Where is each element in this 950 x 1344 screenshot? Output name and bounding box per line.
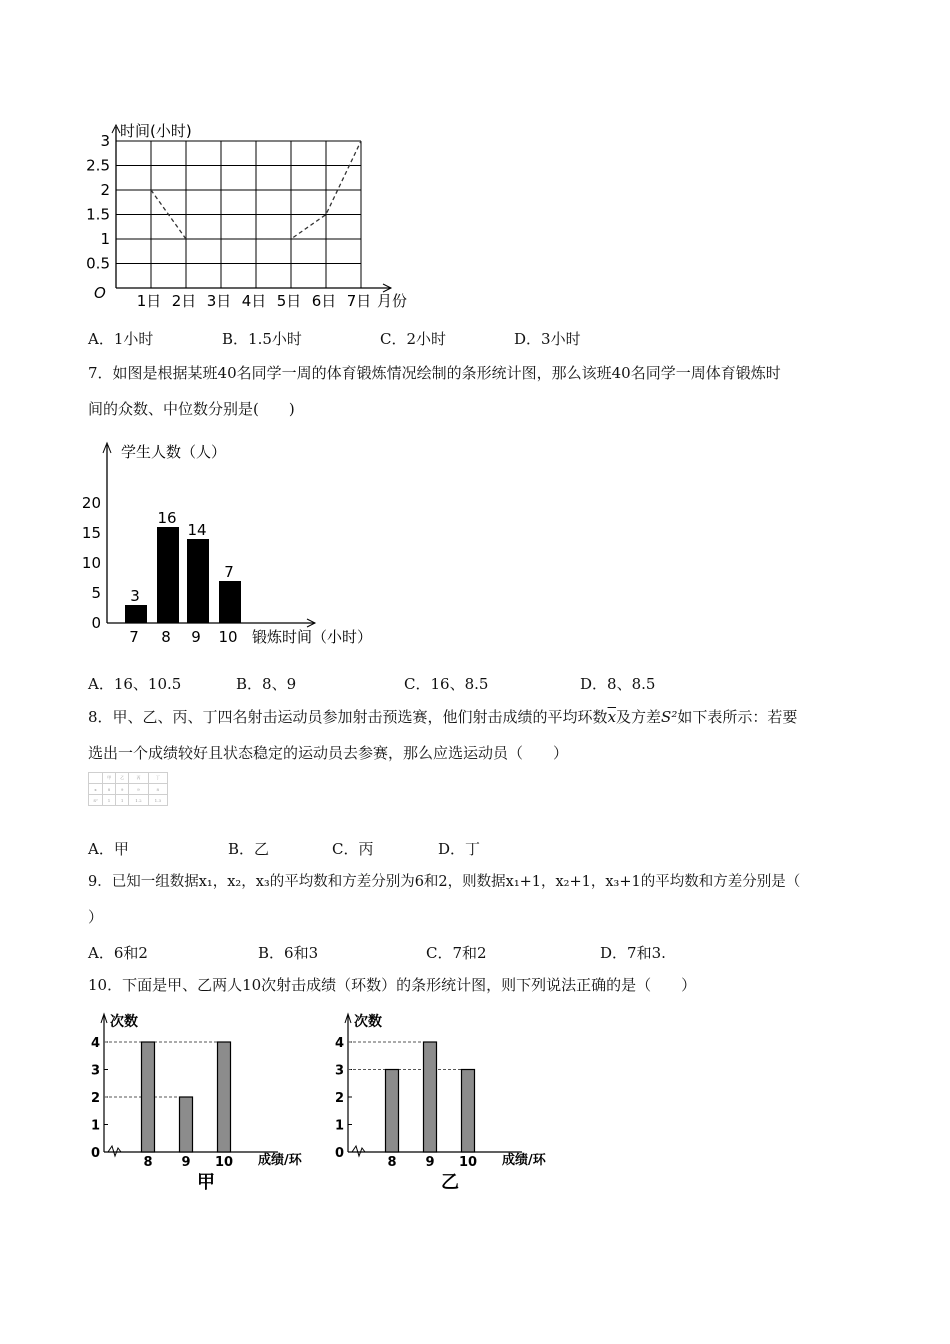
bar-value-label: 7 bbox=[224, 563, 234, 581]
y-tick-label: 0 bbox=[91, 614, 101, 632]
y-tick-label: 0.5 bbox=[86, 254, 110, 273]
q8-option-b[interactable]: B．乙 bbox=[228, 840, 270, 858]
x-axis-label: 成绩/环 bbox=[258, 1153, 302, 1168]
y-tick-label: 2 bbox=[100, 181, 110, 199]
line-chart-hours bbox=[80, 110, 420, 320]
y-axis-label: 次数 bbox=[110, 1014, 138, 1030]
y-axis-label: 次数 bbox=[354, 1014, 382, 1030]
bar bbox=[157, 527, 179, 623]
q8-stem-line2: 选出一个成绩较好且状态稳定的运动员去参赛，那么应选运动员（ ） bbox=[88, 744, 569, 762]
y-tick-label: 3 bbox=[100, 132, 110, 150]
bar-chart-exercise-body bbox=[82, 443, 372, 646]
y-tick-label: 0 bbox=[334, 1146, 344, 1161]
table-row bbox=[89, 773, 168, 784]
table-cell: 1 bbox=[116, 795, 129, 806]
x-tick-label: 7 bbox=[129, 628, 139, 646]
bar bbox=[187, 539, 209, 623]
q9-option-b[interactable]: B．6和3 bbox=[258, 944, 319, 962]
bar-chart-jia bbox=[88, 1008, 328, 1198]
mean-symbol: $\overline{x}$ bbox=[607, 708, 617, 726]
q8-stem-part2: 及方差 bbox=[616, 708, 662, 726]
line-chart-body bbox=[86, 122, 407, 310]
y-tick-label: 10 bbox=[81, 554, 101, 572]
y-tick-label: 3 bbox=[90, 1063, 100, 1079]
x-tick-label: 2日 bbox=[171, 292, 197, 310]
x-axis-label: 月份 bbox=[377, 292, 408, 310]
y-axis-label: 时间(小时) bbox=[120, 122, 192, 140]
x-axis-label: 成绩/环 bbox=[502, 1153, 546, 1168]
bar bbox=[218, 1042, 231, 1152]
bar-chart-exercise bbox=[80, 435, 400, 655]
y-tick-label: 4 bbox=[90, 1036, 100, 1051]
table-cell: S² bbox=[89, 795, 103, 806]
bar-chart-yi-body bbox=[335, 1013, 547, 1193]
q6-option-a[interactable]: A．1小时 bbox=[88, 330, 154, 348]
y-tick-label: 15 bbox=[81, 524, 101, 542]
table-cell: 9 bbox=[116, 784, 129, 795]
bar-value-label: 14 bbox=[187, 521, 207, 539]
q8-stem-line1 bbox=[88, 706, 797, 728]
x-tick-label: 4日 bbox=[241, 292, 267, 310]
table-cell: 1.3 bbox=[148, 795, 167, 806]
bar-value-label: 16 bbox=[157, 509, 177, 527]
table-cell: 甲 bbox=[103, 773, 116, 784]
q8-stem-part1: 8．甲、乙、丙、丁四名射击运动员参加射击预选赛，他们射击成绩的平均环数 bbox=[88, 708, 608, 726]
table-row bbox=[89, 795, 168, 806]
q7-stem-line2: 间的众数、中位数分别是( ) bbox=[88, 400, 295, 418]
axis-break-mark bbox=[352, 1146, 365, 1156]
q7-option-d[interactable]: D．8、8.5 bbox=[580, 675, 656, 693]
y-tick-label: 2 bbox=[90, 1091, 100, 1106]
q9-option-d[interactable]: D．7和3. bbox=[600, 944, 666, 962]
table-cell: 丙 bbox=[129, 773, 148, 784]
bar bbox=[180, 1097, 193, 1152]
q7-option-c[interactable]: C．16、8.5 bbox=[404, 675, 489, 693]
q7-option-b[interactable]: B．8、9 bbox=[236, 675, 297, 693]
x-tick-label: 10 bbox=[214, 1155, 234, 1170]
axis-break-mark bbox=[108, 1146, 121, 1156]
x-axis-label: 锻炼时间（小时） bbox=[252, 628, 373, 646]
bar bbox=[219, 581, 241, 623]
x-tick-label: 7日 bbox=[346, 292, 372, 310]
chart-title: 乙 bbox=[441, 1172, 459, 1193]
q7-option-a[interactable]: A．16、10.5 bbox=[88, 675, 182, 693]
y-tick-label: 0 bbox=[90, 1146, 100, 1161]
y-tick-label: 1 bbox=[334, 1118, 344, 1134]
q8-stem-part3: 如下表所示：若要 bbox=[677, 708, 798, 726]
y-tick-label: 1 bbox=[90, 1118, 100, 1134]
bar-chart-yi bbox=[332, 1008, 572, 1198]
q9-option-c[interactable]: C．7和2 bbox=[426, 944, 487, 962]
bar bbox=[125, 605, 147, 623]
bar bbox=[142, 1042, 155, 1152]
x-tick-label: 8 bbox=[161, 628, 171, 646]
variance-symbol: S² bbox=[661, 708, 678, 726]
table-cell: 1 bbox=[103, 795, 116, 806]
bar bbox=[462, 1070, 475, 1153]
table-cell: 9 bbox=[129, 784, 148, 795]
x-tick-label: 8 bbox=[143, 1155, 153, 1170]
q8-option-d[interactable]: D．丁 bbox=[438, 840, 481, 858]
table-cell: 8 bbox=[148, 784, 167, 795]
x-tick-label: 1日 bbox=[136, 292, 162, 310]
q8-score-table bbox=[88, 772, 168, 806]
table-cell: 8 bbox=[103, 784, 116, 795]
x-tick-label: 9 bbox=[181, 1155, 191, 1170]
x-tick-label: 8 bbox=[387, 1155, 397, 1170]
y-tick-label: 4 bbox=[334, 1036, 344, 1051]
bar bbox=[386, 1070, 399, 1153]
q9-stem-line1: 9．已知一组数据x₁，x₂，x₃的平均数和方差分别为6和2，则数据x₁+1，x₂+1，x₃+1的平均数和方差分别是（ bbox=[88, 874, 801, 890]
table-cell: 1.2 bbox=[129, 795, 148, 806]
y-tick-label: 5 bbox=[91, 584, 101, 602]
q9-stem-line2: ） bbox=[88, 908, 104, 926]
q6-option-b[interactable]: B．1.5小时 bbox=[222, 330, 302, 348]
x-tick-label: 10 bbox=[218, 628, 238, 646]
x-tick-label: 10 bbox=[458, 1155, 478, 1170]
table-cell: 乙 bbox=[116, 773, 129, 784]
x-tick-label: 3日 bbox=[206, 292, 232, 310]
bar bbox=[424, 1042, 437, 1152]
table-cell: x bbox=[89, 784, 103, 795]
q8-option-a[interactable]: A．甲 bbox=[88, 840, 129, 858]
bar-value-label: 3 bbox=[130, 587, 140, 605]
chart-title: 甲 bbox=[197, 1172, 215, 1193]
origin-label: O bbox=[94, 284, 106, 302]
table-cell bbox=[89, 773, 103, 784]
y-tick-label: 1 bbox=[100, 230, 110, 248]
bar-chart-jia-body bbox=[91, 1013, 303, 1193]
y-tick-label: 2 bbox=[334, 1091, 344, 1106]
y-tick-label: 1.5 bbox=[86, 205, 110, 224]
x-tick-label: 9 bbox=[425, 1155, 435, 1170]
q10-stem-line1: 10．下面是甲、乙两人10次射击成绩（环数）的条形统计图，则下列说法正确的是（ ） bbox=[88, 976, 697, 994]
y-tick-label: 20 bbox=[81, 494, 101, 512]
q6-option-c[interactable]: C．2小时 bbox=[380, 330, 447, 348]
q6-option-d[interactable]: D．3小时 bbox=[514, 330, 581, 348]
q9-option-a[interactable]: A．6和2 bbox=[88, 944, 148, 962]
x-tick-label: 9 bbox=[191, 628, 201, 646]
q7-stem-line1: 7．如图是根据某班40名同学一周的体育锻炼情况绘制的条形统计图，那么该班40名同学一周体育锻炼时 bbox=[88, 364, 781, 382]
q8-option-c[interactable]: C．丙 bbox=[332, 840, 374, 858]
x-tick-label: 5日 bbox=[276, 292, 302, 310]
table-cell: 丁 bbox=[148, 773, 167, 784]
table-row bbox=[89, 784, 168, 795]
y-tick-label: 3 bbox=[334, 1063, 344, 1079]
y-tick-label: 2.5 bbox=[86, 156, 110, 175]
x-tick-label: 6日 bbox=[311, 292, 337, 310]
y-axis-label: 学生人数（人） bbox=[121, 443, 227, 461]
